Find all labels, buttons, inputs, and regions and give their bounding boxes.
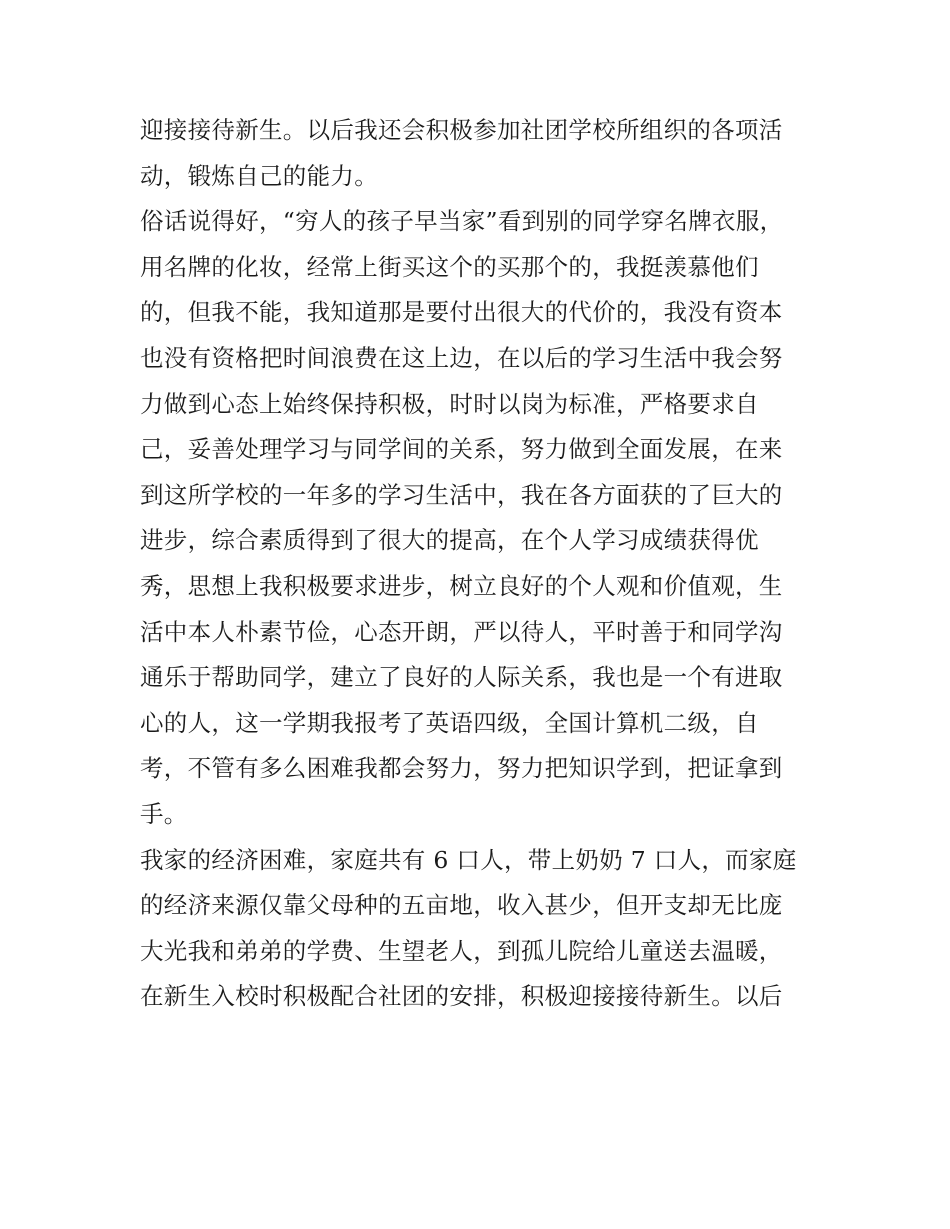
text-line: 迎接接待新生。以后我还会积极参加社团学校所组织的各项活 xyxy=(140,116,783,144)
text-line: 活中本人朴素节俭，心态开朗，严以待人，平时善于和同学沟 xyxy=(140,617,783,646)
text-line: 秀，思想上我积极要求进步，树立良好的个人观和价值观，生 xyxy=(140,571,783,600)
text-line: 进步，综合素质得到了很大的提高，在个人学习成绩获得优 xyxy=(140,526,759,555)
text-line: 到这所学校的一年多的学习生活中，我在各方面获的了巨大的 xyxy=(140,480,783,509)
text-line: 手。 xyxy=(140,799,188,828)
document-body xyxy=(140,108,820,1020)
text-line: 通乐于帮助同学，建立了良好的人际关系，我也是一个有进取 xyxy=(140,663,783,692)
text-line: 心的人，这一学期我报考了英语四级，全国计算机二级，自 xyxy=(140,708,759,737)
text-line: 力做到心态上始终保持积极，时时以岗为标准，严格要求自 xyxy=(140,389,759,418)
text-line: 也没有资格把时间浪费在这上边，在以后的学习生活中我会努 xyxy=(140,343,783,372)
text-line: 的，但我不能，我知道那是要付出很大的代价的，我没有资本 xyxy=(140,298,783,327)
text-line: 大光我和弟弟的学费、生望老人，到孤儿院给儿童送去温暖， xyxy=(140,936,783,965)
text-line: 在新生入校时积极配合社团的安排，积极迎接接待新生。以后 xyxy=(140,982,783,1011)
text-line: 用名牌的化妆，经常上街买这个的买那个的，我挺羡慕他们 xyxy=(140,252,759,281)
text-line: 动，锻炼自己的能力。 xyxy=(140,161,378,190)
text-line: 的经济来源仅靠父母种的五亩地，收入甚少，但开支却无比庞 xyxy=(140,891,783,920)
text-line: 己，妥善处理学习与同学间的关系，努力做到全面发展，在来 xyxy=(140,435,783,464)
text-line: 我家的经济困难，家庭共有 6 口人，带上奶奶 7 口人，而家庭 xyxy=(140,845,797,874)
text-line: 俗话说得好，“穷人的孩子早当家”看到别的同学穿名牌衣服， xyxy=(140,207,784,236)
text-line: 考，不管有多么困难我都会努力，努力把知识学到，把证拿到 xyxy=(140,754,783,783)
